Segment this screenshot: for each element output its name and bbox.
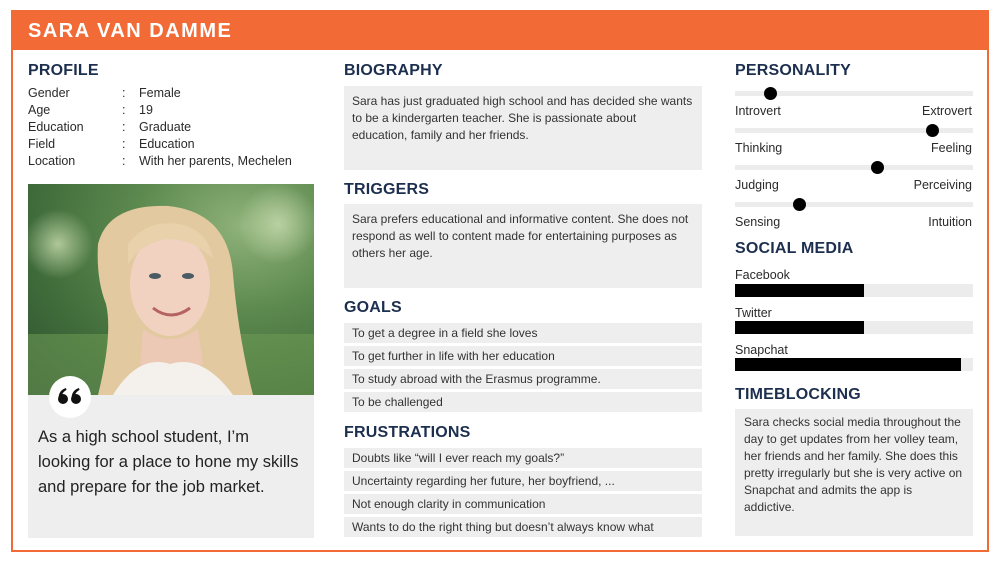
biography-text: Sara has just graduated high school and has decided she wants to be a kindergarten teacher. She is passionate about education, family and her friends. [344,86,702,170]
profile-key: Location [28,154,76,168]
profile-value: Education [139,137,195,151]
trait-left-label: Sensing [735,215,781,229]
social-media-title: SOCIAL MEDIA [735,240,854,257]
social-bar-fill [735,284,864,297]
profile-key: Field [28,137,56,151]
frustration-item: Wants to do the right thing but doesn’t always know what [344,517,702,537]
profile-value: With her parents, Mechelen [139,154,292,168]
profile-separator: : [122,120,126,134]
goals-title: GOALS [344,299,402,316]
triggers-text: Sara prefers educational and informative content. She does not respond as well to content made for entertaining purposes as others her age. [344,204,702,288]
social-label: Twitter [735,306,772,320]
profile-key: Education [28,120,84,134]
goal-item: To be challenged [344,392,702,412]
trait-right-label: Feeling [931,141,972,155]
trait-right-label: Extrovert [921,104,972,118]
personality-marker [926,124,939,137]
goal-item: To study abroad with the Erasmus programme. [344,369,702,389]
trait-right-label: Perceiving [913,178,972,192]
timeblocking-text: Sara checks social media throughout the day to get updates from her volley team, her friends and her family. She does this pretty irregularly but she is very active on Snapchat and admits the app is addictive. [735,409,973,536]
trait-left-label: Judging [735,178,779,192]
goal-item: To get further in life with her education [344,346,702,366]
triggers-title: TRIGGERS [344,181,430,198]
profile-value: Female [139,86,181,100]
persona-header [13,12,987,50]
goal-item: To get a degree in a field she loves [344,323,702,343]
personality-track [735,91,973,96]
persona-quote: As a high school student, I’m looking for a place to hone my skills and prepare for the job market. [38,428,299,496]
social-bar [735,284,973,297]
trait-right-label: Intuition [928,215,972,229]
profile-title: PROFILE [28,62,99,79]
social-bar [735,321,973,334]
frustration-item: Not enough clarity in communication [344,494,702,514]
trait-left-label: Thinking [735,141,783,155]
personality-title: PERSONALITY [735,62,851,79]
social-label: Facebook [735,268,790,282]
persona-card [11,10,989,552]
profile-value: Graduate [139,120,192,134]
profile-separator: : [122,86,126,100]
social-bar-fill [735,321,864,334]
persona-name: SARA VAN DAMME [28,20,233,42]
profile-key: Gender [28,86,70,100]
social-bar-fill [735,358,961,371]
profile-separator: : [122,137,126,151]
trait-left-label: Introvert [735,104,781,118]
personality-track [735,128,973,133]
profile-value: 19 [139,103,153,117]
personality-track [735,165,973,170]
personality-marker [764,87,777,100]
social-label: Snapchat [735,343,788,357]
profile-key: Age [28,103,51,117]
timeblocking-title: TIMEBLOCKING [735,386,861,403]
frustrations-title: FRUSTRATIONS [344,424,471,441]
personality-marker [793,198,806,211]
biography-title: BIOGRAPHY [344,62,443,79]
frustration-item: Uncertainty regarding her future, her boyfriend, ... [344,471,702,491]
social-bar [735,358,973,371]
quote-icon [49,376,91,418]
profile-separator: : [122,154,126,168]
personality-marker [871,161,884,174]
profile-separator: : [122,103,126,117]
profile-photo [28,184,314,395]
frustration-item: Doubts like “will I ever reach my goals?” [344,448,702,468]
personality-track [735,202,973,207]
